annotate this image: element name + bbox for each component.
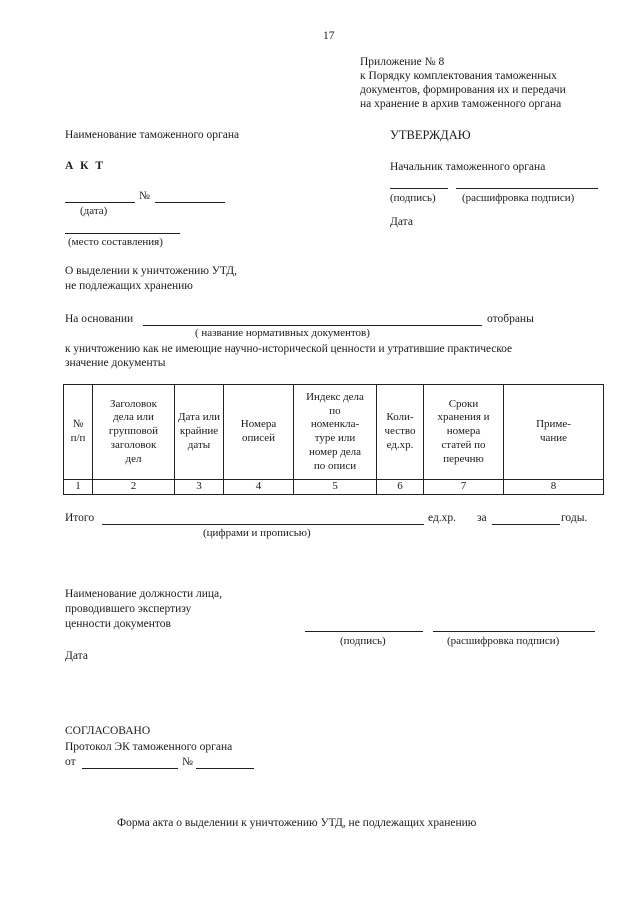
expert-decoding-line <box>433 631 595 632</box>
act-subject: О выделении к уничтожению УТД, <box>65 265 237 277</box>
act-number-line <box>155 202 225 203</box>
header-storage-terms: Сроки хранения и номера статей по перечню <box>424 385 504 480</box>
approval-date-label: Дата <box>390 216 413 228</box>
approval-signature-caption: (подпись) <box>390 192 436 204</box>
approval-decoding-caption: (расшифровка подписи) <box>462 192 575 204</box>
expert-decoding-caption: (расшифровка подписи) <box>447 635 560 647</box>
appendix-line: на хранение в архив таможенного органа <box>360 98 562 110</box>
agreed-protocol: Протокол ЭК таможенного органа <box>65 741 233 753</box>
selected-label: отобраны <box>487 313 534 325</box>
header-number: № п/п <box>64 385 93 480</box>
basis-caption: ( название нормативных документов) <box>195 327 370 339</box>
appendix-line: документов, формирования их и передачи <box>360 84 566 96</box>
form-caption: Форма акта о выделении к уничтожению УТД, не подлежащих хранению <box>117 817 477 829</box>
header-note: Приме- чание <box>504 385 604 480</box>
documents-table <box>63 384 604 495</box>
expert-date-label: Дата <box>65 650 88 662</box>
agreed-from: от <box>65 756 76 768</box>
header-dates: Дата или крайние даты <box>175 385 224 480</box>
table-header-row <box>64 385 604 480</box>
approval-decoding-line <box>456 188 598 189</box>
agreed-number-line <box>196 768 254 769</box>
expert-position: ценности документов <box>65 618 171 630</box>
column-number-cell: 8 <box>504 480 604 495</box>
page-number: 17 <box>323 30 335 42</box>
appendix-title: Приложение № 8 <box>360 56 445 68</box>
basis-text: значение документы <box>65 357 166 369</box>
column-number-cell: 7 <box>424 480 504 495</box>
column-number-cell: 4 <box>224 480 294 495</box>
date-caption: (дата) <box>80 205 108 217</box>
approval-position: Начальник таможенного органа <box>390 161 546 173</box>
column-number-cell: 6 <box>377 480 424 495</box>
basis-line <box>143 325 482 326</box>
agreed-title: СОГЛАСОВАНО <box>65 725 151 737</box>
approval-title: УТВЕРЖДАЮ <box>390 128 471 142</box>
total-years: годы. <box>561 512 588 524</box>
basis-label: На основании <box>65 313 134 325</box>
years-line <box>492 524 560 525</box>
total-caption: (цифрами и прописью) <box>203 527 311 539</box>
approval-signature-line <box>390 188 448 189</box>
date-line <box>65 202 135 203</box>
column-number-cell: 1 <box>64 480 93 495</box>
number-sign: № <box>139 190 150 202</box>
expert-signature-line <box>305 631 423 632</box>
agreed-date-line <box>82 768 178 769</box>
column-number-cell: 5 <box>294 480 377 495</box>
column-number-cell: 2 <box>93 480 175 495</box>
expert-position: проводившего экспертизу <box>65 603 192 615</box>
total-line <box>102 524 424 525</box>
org-name-label: Наименование таможенного органа <box>65 129 240 141</box>
appendix-line: к Порядку комплектования таможенных <box>360 70 557 82</box>
header-case-title: Заголовок дела или групповой заголовок дел <box>93 385 175 480</box>
expert-position: Наименование должности лица, <box>65 588 223 600</box>
basis-text: к уничтожению как не имеющие научно-исторической ценности и утратившие практическое <box>65 343 513 355</box>
total-for: за <box>477 512 487 524</box>
table-row <box>64 480 604 495</box>
total-label: Итого <box>65 512 95 524</box>
act-title: А К Т <box>65 160 106 172</box>
total-unit: ед.хр. <box>428 512 457 524</box>
act-subject: не подлежащих хранению <box>65 280 193 292</box>
expert-signature-caption: (подпись) <box>340 635 386 647</box>
agreed-number-sign: № <box>182 756 193 768</box>
header-case-index: Индекс дела по номенкла- туре или номер дела по описи <box>294 385 377 480</box>
place-line <box>65 233 180 234</box>
header-quantity: Коли- чество ед.хр. <box>377 385 424 480</box>
header-inventory-numbers: Номера описей <box>224 385 294 480</box>
column-number-cell: 3 <box>175 480 224 495</box>
place-caption: (место составления) <box>68 236 163 248</box>
